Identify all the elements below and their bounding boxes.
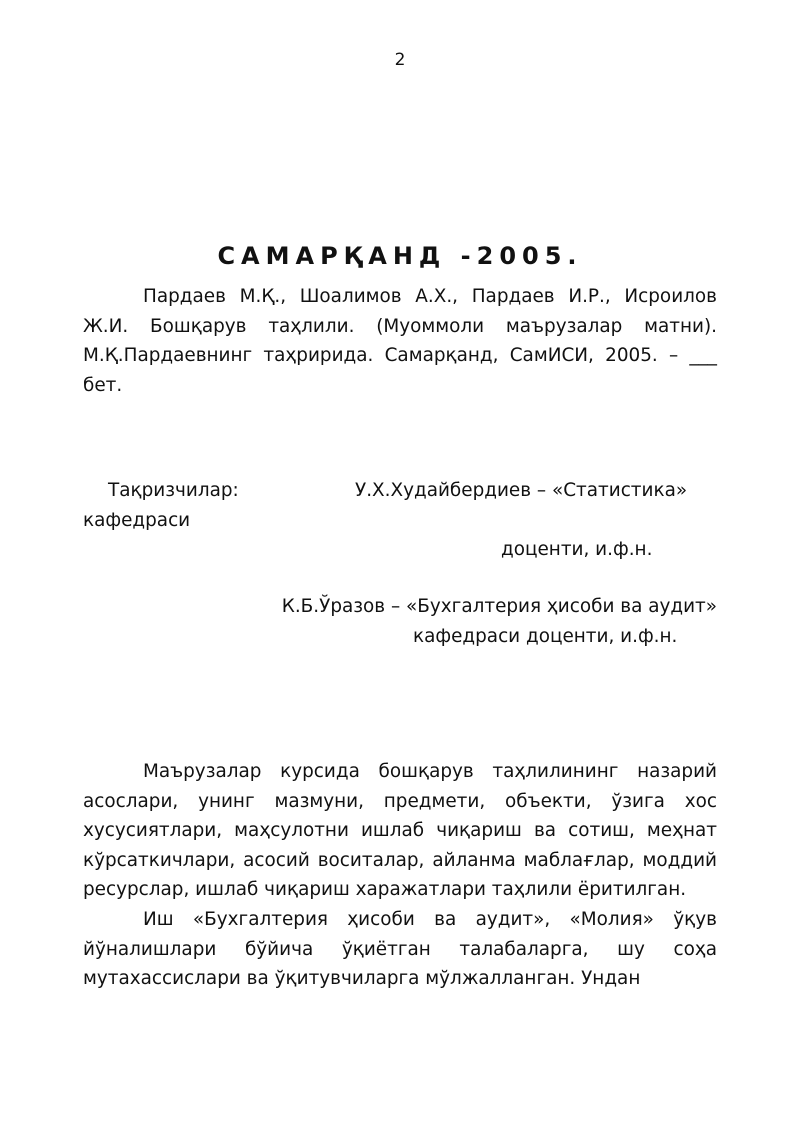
abstract-paragraph-1: Маърузалар курсида бошқарув таҳлилининг назарий асослари, унинг мазмуни, предмети, объекти, ўзига хос хусусиятлари, маҳсулотни ишлаб чиқариш ва сотиш, меҳнат кўрсаткичлари, асосий воситалар, айланма маблағлар, моддий ресурслар, ишлаб чиқариш харажатлари таҳлили ёритилган. <box>83 761 717 901</box>
reviewer-1-name: У.Х.Худайбердиев – «Статистика» <box>355 480 688 501</box>
page-number: 2 <box>394 50 406 70</box>
bibliographic-entry: Пардаев М.Қ., Шоалимов А.Х., Пардаев И.Р., Исроилов Ж.И. Бошқарув таҳлили. (Муоммоли маърузалар матни). М.Қ.Пардаевнинг таҳририда. Самарқанд, СамИСИ, 2005. – ___ бет. <box>83 286 717 396</box>
city-year-heading: САМАРҚАНД -2005. <box>217 242 583 270</box>
abstract <box>83 757 717 994</box>
abstract-paragraph-2: Иш «Бухгалтерия ҳисоби ва аудит», «Молия» ўқув йўналишлари бўйича ўқиётган талабаларга, шу соҳа мутахассислари ва ўқитувчиларга мўлжалланган. Ундан <box>83 908 717 990</box>
reviewer-1-degree: доценти, и.ф.н. <box>501 539 653 560</box>
reviewers-title: Тақризчилар: <box>108 480 239 501</box>
reviewer-2-name: К.Б.Ўразов – «Бухгалтерия ҳисоби ва аудит» <box>281 596 717 617</box>
reviewer-2-department: кафедраси доценти, и.ф.н. <box>413 626 678 647</box>
reviewer-1-department: кафедраси <box>83 510 191 531</box>
